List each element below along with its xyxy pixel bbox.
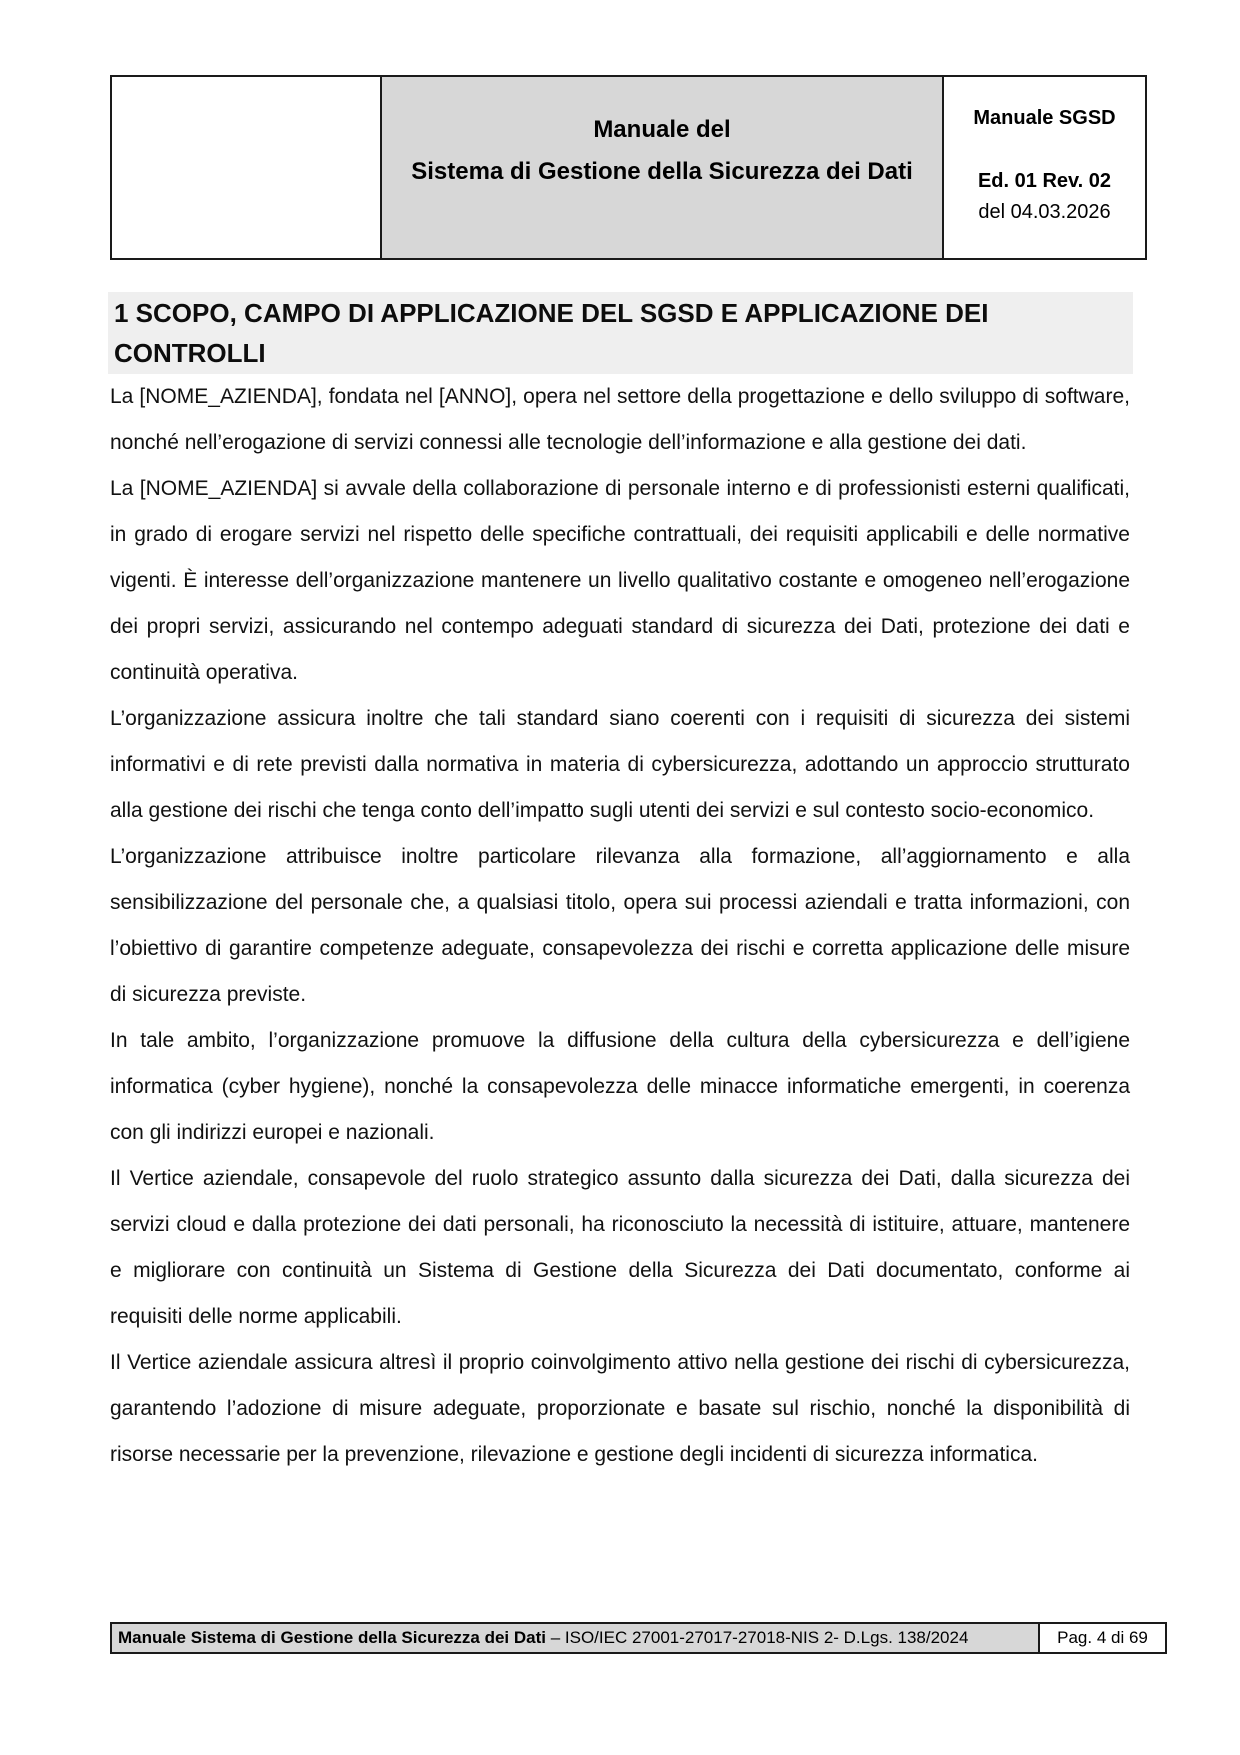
footer-page-number: Pag. 4 di 69 — [1040, 1624, 1165, 1652]
document-title-line2: Sistema di Gestione della Sicurezza dei Dati — [411, 158, 913, 185]
footer-doc-title-rest: – ISO/IEC 27001-27017-27018-NIS 2- D.Lgs. 138/2024 — [545, 1628, 969, 1647]
edition-revision: Ed. 01 Rev. 02 — [977, 170, 1112, 192]
document-title-cell — [380, 77, 944, 258]
document-title-line1: Manuale del — [593, 116, 731, 143]
section-heading: 1 SCOPO, CAMPO DI APPLICAZIONE DEL SGSD E APPLICAZIONE DEI CONTROLLI — [108, 292, 1133, 374]
paragraph-6: Il Vertice aziendale, consapevole del ruolo strategico assunto dalla sicurezza dei Dati, dalla sicurezza dei servizi cloud e dalla protezione dei dati personali, ha riconosciuto la necessità di istituire, attuare, mantenere e migliorare con continuità un Sistema di Gestione della Sicurezza dei Dati documentato, conforme ai requisiti delle norme applicabili. — [110, 1167, 1130, 1328]
edition-date: del 04.03.2026 — [978, 201, 1111, 223]
paragraph-7: Il Vertice aziendale assicura altresì il proprio coinvolgimento attivo nella gestione dei rischi di cybersicurezza, garantendo l’adozione di misure adeguate, proporzionate e basate sul rischio, nonché la disponibilità di risorse necessarie per la prevenzione, rilevazione e gestione degli incidenti di sicurezza informatica. — [110, 1351, 1130, 1466]
logo-cell — [112, 77, 380, 258]
body-text — [110, 374, 1130, 1478]
paragraph-1: La [NOME_AZIENDA], fondata nel [ANNO], opera nel settore della progettazione e dello sviluppo di software, nonché nell’erogazione di servizi connessi alle tecnologie dell’informazione e alla gestione dei dati. — [110, 385, 1130, 454]
document-meta-cell — [944, 77, 1145, 258]
footer-table — [110, 1622, 1167, 1654]
doc-code: Manuale SGSD — [973, 107, 1116, 129]
paragraph-4: L’organizzazione attribuisce inoltre particolare rilevanza alla formazione, all’aggiornamento e alla sensibilizzazione del personale che, a qualsiasi titolo, opera sui processi aziendali e tratta informazioni, con l’obiettivo di garantire competenze adeguate, consapevolezza dei rischi e corretta applicazione delle misure di sicurezza previste. — [110, 845, 1130, 1006]
footer-doc-title-bold: Manuale Sistema di Gestione della Sicurezza dei Dati — [118, 1628, 546, 1647]
paragraph-5: In tale ambito, l’organizzazione promuove la diffusione della cultura della cybersicurezza e dell’igiene informatica (cyber hygiene), nonché la consapevolezza delle minacce informatiche emergenti, in coerenza con gli indirizzi europei e nazionali. — [110, 1029, 1130, 1144]
footer-doc-title — [112, 1624, 1040, 1652]
header-table — [110, 75, 1147, 260]
paragraph-2: La [NOME_AZIENDA] si avvale della collaborazione di personale interno e di professionisti esterni qualificati, in grado di erogare servizi nel rispetto delle specifiche contrattuali, dei requisiti applicabili e delle normative vigenti. È interesse dell’organizzazione mantenere un livello qualitativo costante e omogeneo nell’erogazione dei propri servizi, assicurando nel contempo adeguati standard di sicurezza dei Dati, protezione dei dati e continuità operativa. — [110, 477, 1130, 684]
paragraph-3: L’organizzazione assicura inoltre che tali standard siano coerenti con i requisiti di sicurezza dei sistemi informativi e di rete previsti dalla normativa in materia di cybersicurezza, adottando un approccio strutturato alla gestione dei rischi che tenga conto dell’impatto sugli utenti dei servizi e sul contesto socio-economico. — [110, 707, 1130, 822]
